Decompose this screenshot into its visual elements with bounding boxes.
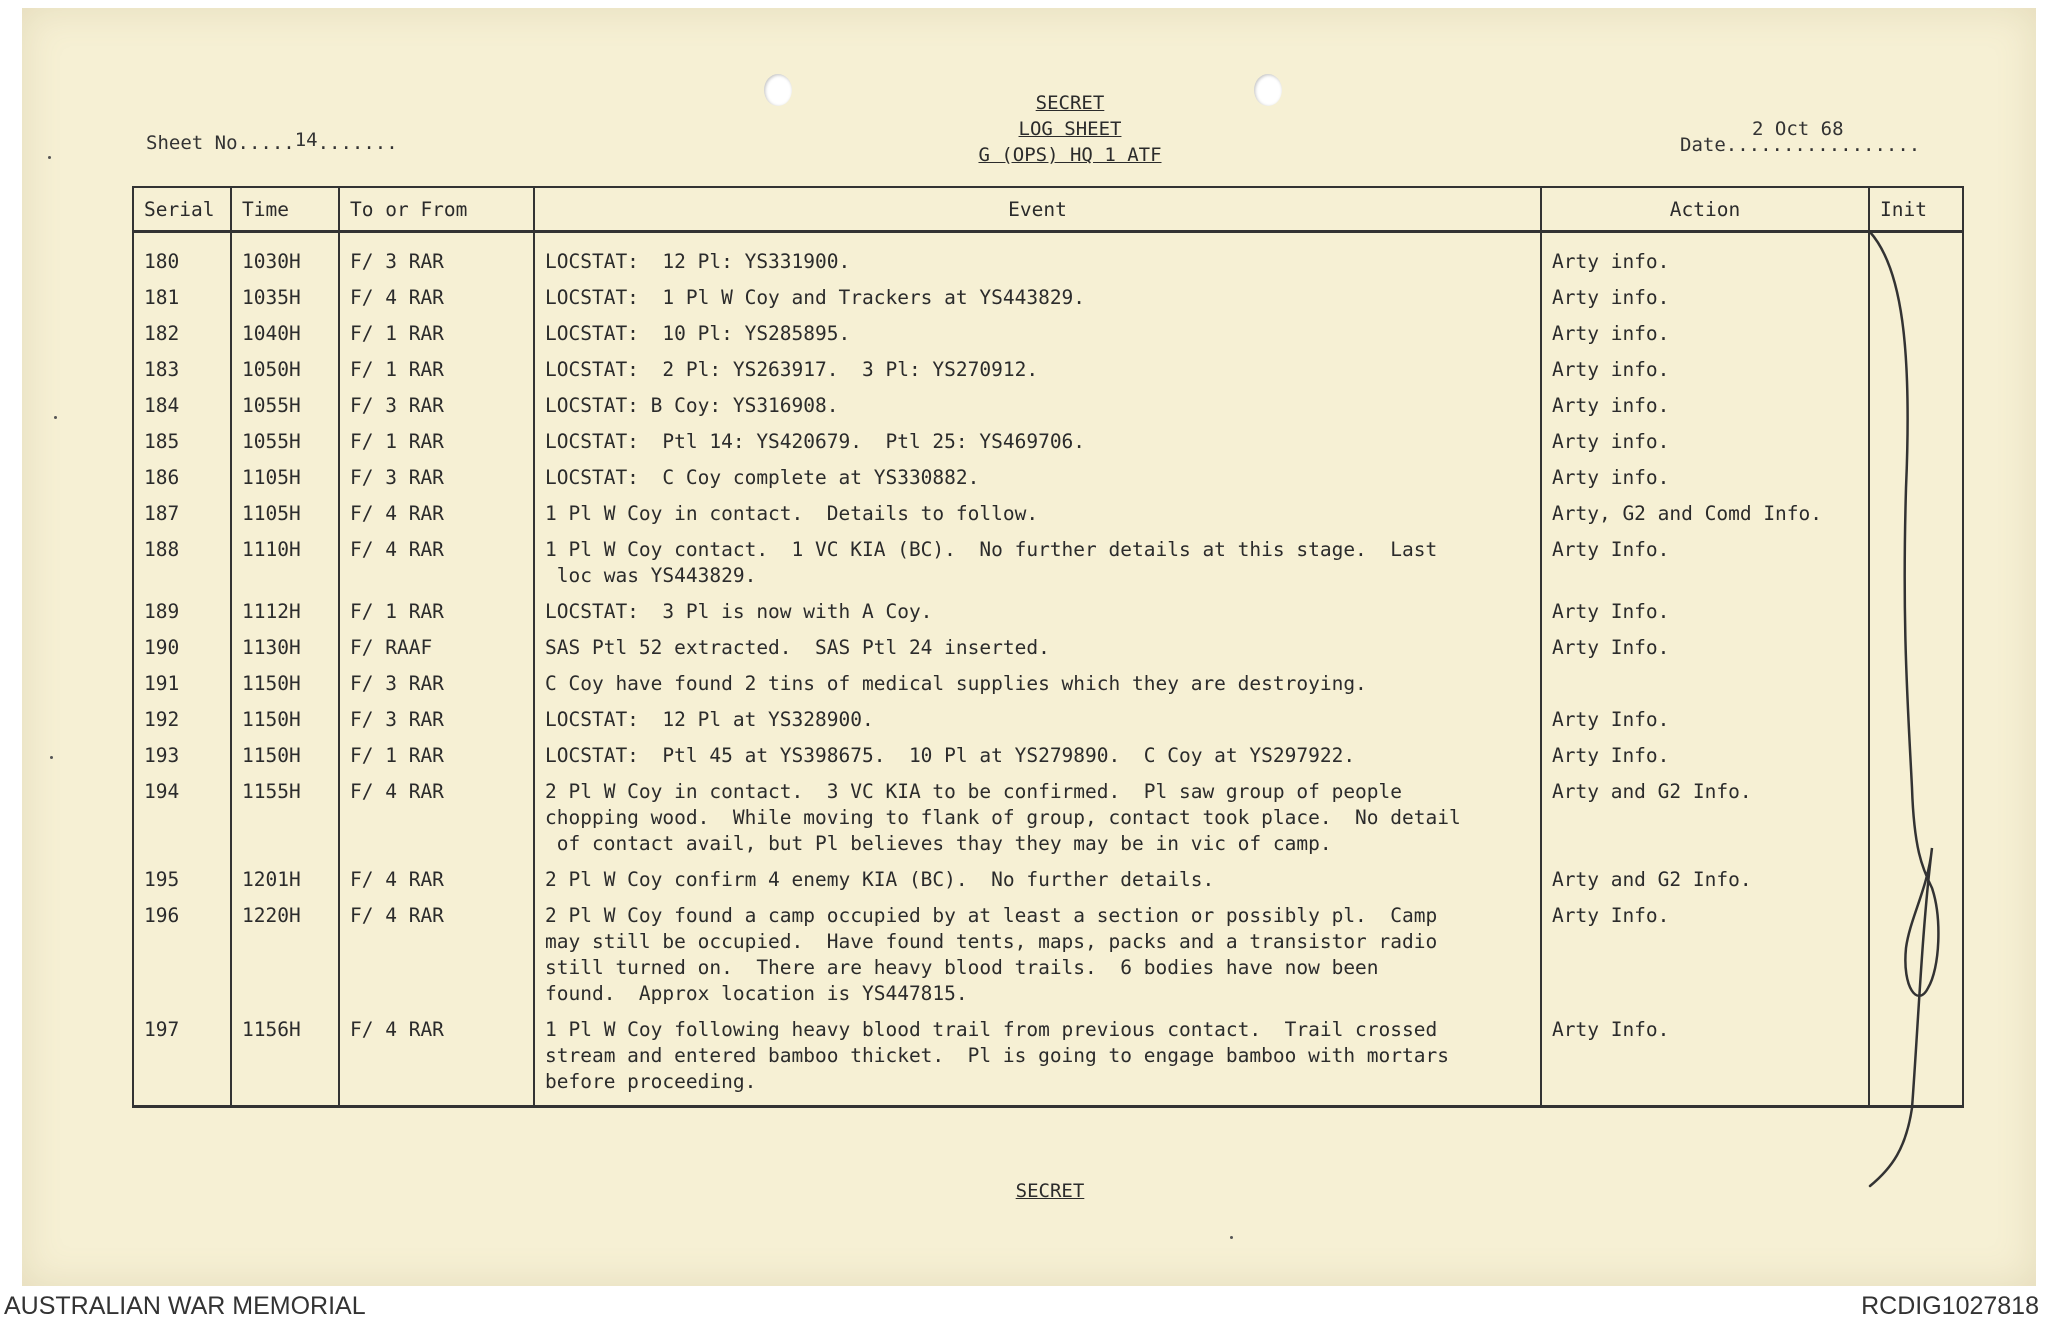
from-cell: F/ 4 RAR bbox=[339, 497, 534, 533]
from-cell: F/ 3 RAR bbox=[339, 667, 534, 703]
action-cell: Arty info. bbox=[1541, 281, 1869, 317]
date-field: Date................. bbox=[1680, 134, 1921, 156]
table-row bbox=[133, 281, 1963, 317]
serial-cell: 195 bbox=[133, 863, 231, 899]
serial-cell: 191 bbox=[133, 667, 231, 703]
from-cell: F/ RAAF bbox=[339, 631, 534, 667]
time-cell: 1055H bbox=[231, 389, 339, 425]
from-cell: F/ 1 RAR bbox=[339, 317, 534, 353]
serial-cell: 184 bbox=[133, 389, 231, 425]
table-row bbox=[133, 1013, 1963, 1107]
serial-cell: 194 bbox=[133, 775, 231, 863]
table-row bbox=[133, 353, 1963, 389]
log-sheet-title: LOG SHEET bbox=[1018, 118, 1122, 140]
archive-id: RCDIG1027818 bbox=[1861, 1292, 2039, 1320]
action-cell: Arty Info. bbox=[1541, 631, 1869, 667]
col-header-serial: Serial bbox=[133, 187, 231, 232]
event-cell: 2 Pl W Coy found a camp occupied by at least a section or possibly pl. Camp may still be occupied. Have found tents, maps, packs and a transistor radio still turned on. There are heavy blood trails. 6 bodies have now been found. Approx location is YS447815. bbox=[534, 899, 1541, 1013]
action-cell: Arty info. bbox=[1541, 317, 1869, 353]
event-cell: LOCSTAT: C Coy complete at YS330882. bbox=[534, 461, 1541, 497]
table-row bbox=[133, 461, 1963, 497]
log-table-body bbox=[133, 232, 1963, 1107]
table-row bbox=[133, 899, 1963, 1013]
table-row bbox=[133, 739, 1963, 775]
event-cell: 2 Pl W Coy in contact. 3 VC KIA to be confirmed. Pl saw group of people chopping wood. While moving to flank of group, contact took place. No detail of contact avail, but Pl believes thay they may be in vic of camp. bbox=[534, 775, 1541, 863]
table-row bbox=[133, 595, 1963, 631]
paper-speck bbox=[48, 156, 51, 159]
serial-cell: 187 bbox=[133, 497, 231, 533]
serial-cell: 189 bbox=[133, 595, 231, 631]
event-cell: LOCSTAT: 12 Pl: YS331900. bbox=[534, 232, 1541, 282]
event-cell: 1 Pl W Coy in contact. Details to follow. bbox=[534, 497, 1541, 533]
table-row bbox=[133, 389, 1963, 425]
col-header-action: Action bbox=[1541, 187, 1869, 232]
time-cell: 1040H bbox=[231, 317, 339, 353]
time-cell: 1150H bbox=[231, 739, 339, 775]
action-cell: Arty info. bbox=[1541, 425, 1869, 461]
serial-cell: 181 bbox=[133, 281, 231, 317]
table-row bbox=[133, 425, 1963, 461]
from-cell: F/ 4 RAR bbox=[339, 281, 534, 317]
from-cell: F/ 1 RAR bbox=[339, 353, 534, 389]
event-cell: LOCSTAT: B Coy: YS316908. bbox=[534, 389, 1541, 425]
action-cell: Arty info. bbox=[1541, 353, 1869, 389]
table-row bbox=[133, 317, 1963, 353]
event-cell: SAS Ptl 52 extracted. SAS Ptl 24 inserted. bbox=[534, 631, 1541, 667]
paper-speck bbox=[1230, 1236, 1233, 1239]
handwritten-init-mark bbox=[1862, 228, 1952, 1188]
unit-name: G (OPS) HQ 1 ATF bbox=[978, 144, 1162, 166]
table-row bbox=[133, 631, 1963, 667]
action-cell: Arty Info. bbox=[1541, 595, 1869, 631]
serial-cell: 180 bbox=[133, 232, 231, 282]
event-cell: LOCSTAT: 1 Pl W Coy and Trackers at YS443829. bbox=[534, 281, 1541, 317]
event-cell: LOCSTAT: Ptl 45 at YS398675. 10 Pl at YS279890. C Coy at YS297922. bbox=[534, 739, 1541, 775]
serial-cell: 185 bbox=[133, 425, 231, 461]
serial-cell: 196 bbox=[133, 899, 231, 1013]
from-cell: F/ 1 RAR bbox=[339, 739, 534, 775]
sheet-number: Sheet No.....14....... bbox=[146, 129, 398, 154]
time-cell: 1150H bbox=[231, 703, 339, 739]
action-cell: Arty and G2 Info. bbox=[1541, 863, 1869, 899]
action-cell: Arty Info. bbox=[1541, 739, 1869, 775]
from-cell: F/ 3 RAR bbox=[339, 232, 534, 282]
table-row bbox=[133, 703, 1963, 739]
paper-speck bbox=[50, 756, 53, 759]
time-cell: 1220H bbox=[231, 899, 339, 1013]
action-cell: Arty info. bbox=[1541, 232, 1869, 282]
from-cell: F/ 1 RAR bbox=[339, 595, 534, 631]
event-cell: C Coy have found 2 tins of medical supplies which they are destroying. bbox=[534, 667, 1541, 703]
time-cell: 1201H bbox=[231, 863, 339, 899]
action-cell: Arty, G2 and Comd Info. bbox=[1541, 497, 1869, 533]
from-cell: F/ 3 RAR bbox=[339, 703, 534, 739]
serial-cell: 188 bbox=[133, 533, 231, 595]
time-cell: 1105H bbox=[231, 461, 339, 497]
event-cell: LOCSTAT: 10 Pl: YS285895. bbox=[534, 317, 1541, 353]
header-title-block bbox=[880, 90, 1260, 168]
from-cell: F/ 4 RAR bbox=[339, 775, 534, 863]
event-cell: 1 Pl W Coy contact. 1 VC KIA (BC). No further details at this stage. Last loc was YS443829. bbox=[534, 533, 1541, 595]
event-cell: 2 Pl W Coy confirm 4 enemy KIA (BC). No further details. bbox=[534, 863, 1541, 899]
serial-cell: 197 bbox=[133, 1013, 231, 1107]
event-cell: LOCSTAT: 3 Pl is now with A Coy. bbox=[534, 595, 1541, 631]
from-cell: F/ 4 RAR bbox=[339, 863, 534, 899]
time-cell: 1030H bbox=[231, 232, 339, 282]
serial-cell: 183 bbox=[133, 353, 231, 389]
table-row bbox=[133, 863, 1963, 899]
col-header-event: Event bbox=[534, 187, 1541, 232]
table-row bbox=[133, 775, 1963, 863]
archive-credit: AUSTRALIAN WAR MEMORIAL bbox=[4, 1292, 366, 1320]
from-cell: F/ 4 RAR bbox=[339, 1013, 534, 1107]
paper-speck bbox=[54, 416, 57, 419]
table-row bbox=[133, 533, 1963, 595]
action-cell: Arty info. bbox=[1541, 461, 1869, 497]
col-header-to-or-from: To or From bbox=[339, 187, 534, 232]
date-value: 2 Oct 68 bbox=[1752, 118, 1844, 140]
action-cell: Arty Info. bbox=[1541, 703, 1869, 739]
from-cell: F/ 1 RAR bbox=[339, 425, 534, 461]
punch-hole-left bbox=[764, 74, 792, 106]
time-cell: 1050H bbox=[231, 353, 339, 389]
action-cell bbox=[1541, 667, 1869, 703]
serial-cell: 186 bbox=[133, 461, 231, 497]
time-cell: 1150H bbox=[231, 667, 339, 703]
action-cell: Arty info. bbox=[1541, 389, 1869, 425]
time-cell: 1155H bbox=[231, 775, 339, 863]
from-cell: F/ 4 RAR bbox=[339, 899, 534, 1013]
from-cell: F/ 4 RAR bbox=[339, 533, 534, 595]
time-cell: 1130H bbox=[231, 631, 339, 667]
log-table bbox=[132, 186, 1964, 1108]
action-cell: Arty Info. bbox=[1541, 533, 1869, 595]
event-cell: LOCSTAT: Ptl 14: YS420679. Ptl 25: YS469706. bbox=[534, 425, 1541, 461]
time-cell: 1105H bbox=[231, 497, 339, 533]
event-cell: 1 Pl W Coy following heavy blood trail from previous contact. Trail crossed stream and entered bamboo thicket. Pl is going to engage bamboo with mortars before proceeding. bbox=[534, 1013, 1541, 1107]
action-cell: Arty Info. bbox=[1541, 899, 1869, 1013]
table-row bbox=[133, 667, 1963, 703]
serial-cell: 193 bbox=[133, 739, 231, 775]
classification-top: SECRET bbox=[1035, 92, 1105, 114]
time-cell: 1055H bbox=[231, 425, 339, 461]
time-cell: 1110H bbox=[231, 533, 339, 595]
event-cell: LOCSTAT: 2 Pl: YS263917. 3 Pl: YS270912. bbox=[534, 353, 1541, 389]
action-cell: Arty and G2 Info. bbox=[1541, 775, 1869, 863]
col-header-time: Time bbox=[231, 187, 339, 232]
table-header-row bbox=[133, 187, 1963, 232]
table-row bbox=[133, 232, 1963, 282]
serial-cell: 182 bbox=[133, 317, 231, 353]
time-cell: 1035H bbox=[231, 281, 339, 317]
from-cell: F/ 3 RAR bbox=[339, 389, 534, 425]
event-cell: LOCSTAT: 12 Pl at YS328900. bbox=[534, 703, 1541, 739]
table-row bbox=[133, 497, 1963, 533]
from-cell: F/ 3 RAR bbox=[339, 461, 534, 497]
serial-cell: 192 bbox=[133, 703, 231, 739]
time-cell: 1156H bbox=[231, 1013, 339, 1107]
col-header-init: Init bbox=[1869, 187, 1963, 232]
classification-bottom: SECRET bbox=[1015, 1180, 1085, 1202]
serial-cell: 190 bbox=[133, 631, 231, 667]
time-cell: 1112H bbox=[231, 595, 339, 631]
action-cell: Arty Info. bbox=[1541, 1013, 1869, 1107]
